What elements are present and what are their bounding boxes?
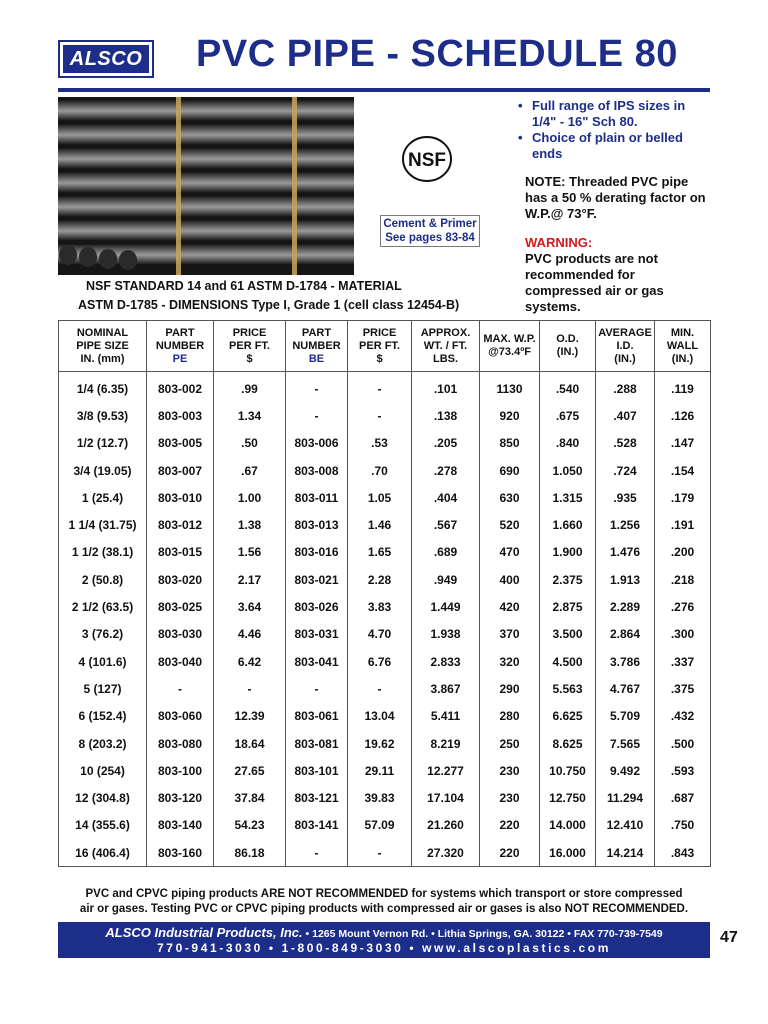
table-row <box>59 511 711 538</box>
table-cell: 1 (25.4) <box>59 484 147 511</box>
table-cell: 8.219 <box>412 730 480 757</box>
table-cell: .288 <box>596 372 655 403</box>
table-cell: 470 <box>480 539 540 566</box>
pipe-spec-table <box>58 320 711 867</box>
table-cell: 86.18 <box>214 839 286 867</box>
header-line: PART <box>301 326 332 339</box>
pipes-illustration <box>58 97 354 275</box>
table-row <box>59 757 711 784</box>
table-cell: .407 <box>596 402 655 429</box>
table-cell: .99 <box>214 372 286 403</box>
table-cell: 16.000 <box>540 839 596 867</box>
table-cell: .404 <box>412 484 480 511</box>
logo-text: ALSCO <box>63 45 149 73</box>
table-cell: - <box>286 839 348 867</box>
table-cell: 400 <box>480 566 540 593</box>
footer-bar <box>58 922 710 958</box>
table-cell: 2.375 <box>540 566 596 593</box>
column-header <box>59 321 147 372</box>
nsf-text: NSF <box>408 150 446 171</box>
table-cell: 1 1/2 (38.1) <box>59 539 147 566</box>
table-cell: 803-120 <box>147 784 214 811</box>
table-cell: 803-030 <box>147 621 214 648</box>
table-cell: 803-101 <box>286 757 348 784</box>
table-cell: .101 <box>412 372 480 403</box>
table-row <box>59 430 711 457</box>
standards-line-2: ASTM D-1785 - DIMENSIONS Type I, Grade 1 (cell class 12454-B) <box>78 298 460 312</box>
table-cell: 803-040 <box>147 648 214 675</box>
table-cell: .375 <box>655 675 711 702</box>
table-cell: 1130 <box>480 372 540 403</box>
table-cell: 1.256 <box>596 511 655 538</box>
table-cell: 5 (127) <box>59 675 147 702</box>
table-row <box>59 372 711 403</box>
table-cell: 4.767 <box>596 675 655 702</box>
column-header <box>480 321 540 372</box>
table-cell: 370 <box>480 621 540 648</box>
table-row <box>59 812 711 839</box>
table-cell: 2.17 <box>214 566 286 593</box>
header-line: NUMBER <box>155 339 205 352</box>
header-line: PER FT. <box>229 339 270 352</box>
table-cell: 10.750 <box>540 757 596 784</box>
table-cell: .675 <box>540 402 596 429</box>
header-line: WALL <box>666 339 699 352</box>
table-cell: 12.277 <box>412 757 480 784</box>
table-cell: 1.050 <box>540 457 596 484</box>
table-row <box>59 648 711 675</box>
table-cell: .119 <box>655 372 711 403</box>
table-cell: .70 <box>348 457 412 484</box>
table-cell: .949 <box>412 566 480 593</box>
cement-line-2: See pages 83-84 <box>385 232 475 244</box>
table-cell: 16 (406.4) <box>59 839 147 867</box>
table-cell: 290 <box>480 675 540 702</box>
header-line: MIN. <box>670 326 695 339</box>
table-cell: 6.42 <box>214 648 286 675</box>
table-cell: 12.750 <box>540 784 596 811</box>
page-number: 47 <box>720 929 738 946</box>
table-cell: 803-141 <box>286 812 348 839</box>
table-cell: 2.833 <box>412 648 480 675</box>
table-cell: 3 (76.2) <box>59 621 147 648</box>
table-row <box>59 402 711 429</box>
header-line: PER FT. <box>359 339 400 352</box>
table-cell: - <box>286 675 348 702</box>
table-cell: 3.83 <box>348 593 412 620</box>
threaded-pipe-note: NOTE: Threaded PVC pipe has a 50 % derating factor on W.P.@ 73°F. <box>525 174 706 221</box>
table-cell: .593 <box>655 757 711 784</box>
nsf-certification-icon <box>401 135 453 183</box>
table-cell: 29.11 <box>348 757 412 784</box>
table-cell: .147 <box>655 430 711 457</box>
table-cell: 1.900 <box>540 539 596 566</box>
table-row <box>59 839 711 867</box>
column-header <box>596 321 655 372</box>
column-header <box>348 321 412 372</box>
table-cell: 1/2 (12.7) <box>59 430 147 457</box>
table-cell: .540 <box>540 372 596 403</box>
header-line: MAX. W.P. <box>483 333 536 345</box>
table-cell: 1.00 <box>214 484 286 511</box>
column-header <box>286 321 348 372</box>
bullet-item: • Choice of plain or belled ends <box>518 130 708 162</box>
table-cell: 803-016 <box>286 539 348 566</box>
table-cell: 1.315 <box>540 484 596 511</box>
table-cell: 1.449 <box>412 593 480 620</box>
not-recommended-notice <box>58 887 710 917</box>
table-cell: 13.04 <box>348 703 412 730</box>
table-cell: 1.65 <box>348 539 412 566</box>
table-cell: 250 <box>480 730 540 757</box>
table-cell: 27.65 <box>214 757 286 784</box>
alsco-logo <box>58 40 154 78</box>
table-cell: .687 <box>655 784 711 811</box>
table-cell: 803-007 <box>147 457 214 484</box>
header-line: NUMBER <box>292 339 341 352</box>
table-cell: 230 <box>480 784 540 811</box>
table-cell: 803-080 <box>147 730 214 757</box>
header-line: PIPE SIZE <box>76 339 129 352</box>
table-cell: 803-025 <box>147 593 214 620</box>
header-line: WT. / FT. <box>423 339 468 352</box>
table-cell: 1.05 <box>348 484 412 511</box>
table-cell: 9.492 <box>596 757 655 784</box>
table-cell: 1.938 <box>412 621 480 648</box>
table-cell: .218 <box>655 566 711 593</box>
table-cell: 803-006 <box>286 430 348 457</box>
table-cell: 8 (203.2) <box>59 730 147 757</box>
table-cell: 4.46 <box>214 621 286 648</box>
table-cell: 420 <box>480 593 540 620</box>
table-cell: 803-060 <box>147 703 214 730</box>
standards-line-1: NSF STANDARD 14 and 61 ASTM D-1784 - MATERIAL <box>86 279 402 293</box>
table-row <box>59 675 711 702</box>
table-cell: .528 <box>596 430 655 457</box>
header-line: $ <box>376 352 383 365</box>
table-cell: .840 <box>540 430 596 457</box>
bullet-text-2: Choice of plain or belled ends <box>532 130 683 161</box>
table-cell: 2.875 <box>540 593 596 620</box>
bullet-text-1: Full range of IPS sizes in 1/4" - 16" Sch 80. <box>532 98 686 129</box>
table-cell: - <box>348 675 412 702</box>
table-cell: 803-008 <box>286 457 348 484</box>
table-cell: .200 <box>655 539 711 566</box>
table-cell: 10 (254) <box>59 757 147 784</box>
table-cell: 803-002 <box>147 372 214 403</box>
table-row <box>59 703 711 730</box>
table-row <box>59 484 711 511</box>
pvc-pipes-photo <box>58 97 354 275</box>
header-line: IN. (mm) <box>80 352 125 365</box>
column-header <box>214 321 286 372</box>
table-cell: .750 <box>655 812 711 839</box>
table-cell: .935 <box>596 484 655 511</box>
table-cell: 2 (50.8) <box>59 566 147 593</box>
table-cell: 5.411 <box>412 703 480 730</box>
address: • 1265 Mount Vernon Rd. • Lithia Springs, GA. 30122 • FAX 770-739-7549 <box>302 928 663 940</box>
header-line: (IN.) <box>614 352 636 365</box>
table-cell: .278 <box>412 457 480 484</box>
table-cell: .50 <box>214 430 286 457</box>
table-cell: .126 <box>655 402 711 429</box>
table-cell: 803-010 <box>147 484 214 511</box>
cement-primer-callout <box>380 215 480 247</box>
table-cell: 803-021 <box>286 566 348 593</box>
table-cell: 3.500 <box>540 621 596 648</box>
table-cell: 1.38 <box>214 511 286 538</box>
table-cell: 220 <box>480 839 540 867</box>
table-cell: 803-011 <box>286 484 348 511</box>
header-line: NOMINAL <box>76 326 129 339</box>
header-line: (IN.) <box>556 346 579 358</box>
table-cell: 803-026 <box>286 593 348 620</box>
table-cell: 5.709 <box>596 703 655 730</box>
table-cell: 3.786 <box>596 648 655 675</box>
table-cell: 2 1/2 (63.5) <box>59 593 147 620</box>
table-cell: - <box>348 402 412 429</box>
table-cell: 6 (152.4) <box>59 703 147 730</box>
table-cell: 4.500 <box>540 648 596 675</box>
table-cell: 220 <box>480 812 540 839</box>
table-cell: 4 (101.6) <box>59 648 147 675</box>
header-line: PART <box>165 326 195 339</box>
table-cell: 27.320 <box>412 839 480 867</box>
header-line: APPROX. <box>420 326 471 339</box>
table-cell: 57.09 <box>348 812 412 839</box>
table-cell: 2.864 <box>596 621 655 648</box>
company-name: ALSCO Industrial Products, Inc. <box>105 925 303 940</box>
table-row <box>59 457 711 484</box>
column-header <box>540 321 596 372</box>
table-cell: - <box>214 675 286 702</box>
table-cell: .53 <box>348 430 412 457</box>
table-cell: 1.913 <box>596 566 655 593</box>
table-cell: 850 <box>480 430 540 457</box>
table-cell: 12.39 <box>214 703 286 730</box>
table-row <box>59 621 711 648</box>
table-cell: 4.70 <box>348 621 412 648</box>
header-line: O.D. <box>556 333 579 345</box>
table-cell: - <box>147 675 214 702</box>
table-row <box>59 593 711 620</box>
warning-text: PVC products are not recommended for compressed air or gas systems. <box>525 251 664 314</box>
warning-title: WARNING: <box>525 235 593 250</box>
table-cell: 630 <box>480 484 540 511</box>
header-line: @73.4ºF <box>488 346 531 358</box>
page-title: PVC PIPE - SCHEDULE 80 <box>196 33 678 75</box>
table-cell: 1 1/4 (31.75) <box>59 511 147 538</box>
header-rule <box>58 88 710 92</box>
table-cell: 14.000 <box>540 812 596 839</box>
notice-line-2: air or gases. Testing PVC or CPVC piping products with compressed air or gases is also NOT RECOMMENDED. <box>79 903 689 915</box>
table-cell: .500 <box>655 730 711 757</box>
table-cell: 11.294 <box>596 784 655 811</box>
table-cell: 19.62 <box>348 730 412 757</box>
table-cell: 3/4 (19.05) <box>59 457 147 484</box>
table-cell: .337 <box>655 648 711 675</box>
table-cell: .689 <box>412 539 480 566</box>
table-cell: 803-012 <box>147 511 214 538</box>
table-cell: - <box>348 372 412 403</box>
table-cell: 520 <box>480 511 540 538</box>
table-cell: .205 <box>412 430 480 457</box>
table-cell: 1.56 <box>214 539 286 566</box>
table-cell: 7.565 <box>596 730 655 757</box>
table-cell: 230 <box>480 757 540 784</box>
table-cell: - <box>286 372 348 403</box>
header-line: PE <box>172 352 188 365</box>
header-line: PRICE <box>232 326 267 339</box>
table-cell: 803-160 <box>147 839 214 867</box>
header-line: LBS. <box>432 352 459 365</box>
table-cell: 803-015 <box>147 539 214 566</box>
table-cell: 54.23 <box>214 812 286 839</box>
table-cell: 14 (355.6) <box>59 812 147 839</box>
table-cell: 803-140 <box>147 812 214 839</box>
column-header <box>147 321 214 372</box>
table-cell: .276 <box>655 593 711 620</box>
table-cell: 14.214 <box>596 839 655 867</box>
table-cell: - <box>286 402 348 429</box>
table-cell: 803-041 <box>286 648 348 675</box>
feature-bullets <box>518 98 708 162</box>
table-cell: 5.563 <box>540 675 596 702</box>
table-cell: .567 <box>412 511 480 538</box>
table-cell: 6.76 <box>348 648 412 675</box>
notice-line-1: PVC and CPVC piping products ARE NOT RECOMMENDED for systems which transport or store compressed <box>85 888 683 900</box>
table-cell: 2.289 <box>596 593 655 620</box>
header-line: I.D. <box>616 339 634 352</box>
footer-contact: 770-941-3030 • 1-800-849-3030 • www.alscoplastics.com <box>157 941 611 955</box>
table-cell: 2.28 <box>348 566 412 593</box>
table-cell: 803-100 <box>147 757 214 784</box>
table-cell: .154 <box>655 457 711 484</box>
table-cell: 6.625 <box>540 703 596 730</box>
column-header <box>655 321 711 372</box>
table-cell: .67 <box>214 457 286 484</box>
table-cell: 803-081 <box>286 730 348 757</box>
table-row <box>59 784 711 811</box>
table-cell: 920 <box>480 402 540 429</box>
table-cell: 803-020 <box>147 566 214 593</box>
table-cell: 17.104 <box>412 784 480 811</box>
table-cell: 803-061 <box>286 703 348 730</box>
table-cell: .300 <box>655 621 711 648</box>
table-cell: 1.34 <box>214 402 286 429</box>
table-cell: .179 <box>655 484 711 511</box>
table-cell: .724 <box>596 457 655 484</box>
table-cell: 690 <box>480 457 540 484</box>
table-cell: 1.476 <box>596 539 655 566</box>
table-cell: 12 (304.8) <box>59 784 147 811</box>
table-cell: 803-005 <box>147 430 214 457</box>
table-cell: 1.660 <box>540 511 596 538</box>
bullet-item: • Full range of IPS sizes in 1/4" - 16" Sch 80. <box>518 98 708 130</box>
table-cell: 803-121 <box>286 784 348 811</box>
table-cell: 1/4 (6.35) <box>59 372 147 403</box>
header-line: AVERAGE <box>598 326 652 339</box>
table-cell: 3.64 <box>214 593 286 620</box>
cement-line-1: Cement & Primer <box>383 218 477 230</box>
header-line: (IN.) <box>671 352 694 365</box>
footer-address-line <box>58 925 710 940</box>
table-cell: 280 <box>480 703 540 730</box>
table-row <box>59 566 711 593</box>
table-cell: .843 <box>655 839 711 867</box>
table-cell: .191 <box>655 511 711 538</box>
table-cell: 21.260 <box>412 812 480 839</box>
table-cell: 3/8 (9.53) <box>59 402 147 429</box>
table-row <box>59 730 711 757</box>
header-line: $ <box>246 352 253 365</box>
header-line: PRICE <box>362 326 397 339</box>
table-cell: 803-031 <box>286 621 348 648</box>
table-header-row <box>59 321 711 372</box>
table-cell: 803-003 <box>147 402 214 429</box>
table-cell: 3.867 <box>412 675 480 702</box>
table-cell: 37.84 <box>214 784 286 811</box>
table-cell: 39.83 <box>348 784 412 811</box>
table-cell: 12.410 <box>596 812 655 839</box>
table-cell: 8.625 <box>540 730 596 757</box>
header-line: BE <box>308 352 325 365</box>
table-row <box>59 539 711 566</box>
table-cell: 18.64 <box>214 730 286 757</box>
table-cell: 1.46 <box>348 511 412 538</box>
table-cell: 803-013 <box>286 511 348 538</box>
table-cell: 320 <box>480 648 540 675</box>
table-cell: .138 <box>412 402 480 429</box>
table-cell: - <box>348 839 412 867</box>
table-cell: .432 <box>655 703 711 730</box>
column-header <box>412 321 480 372</box>
